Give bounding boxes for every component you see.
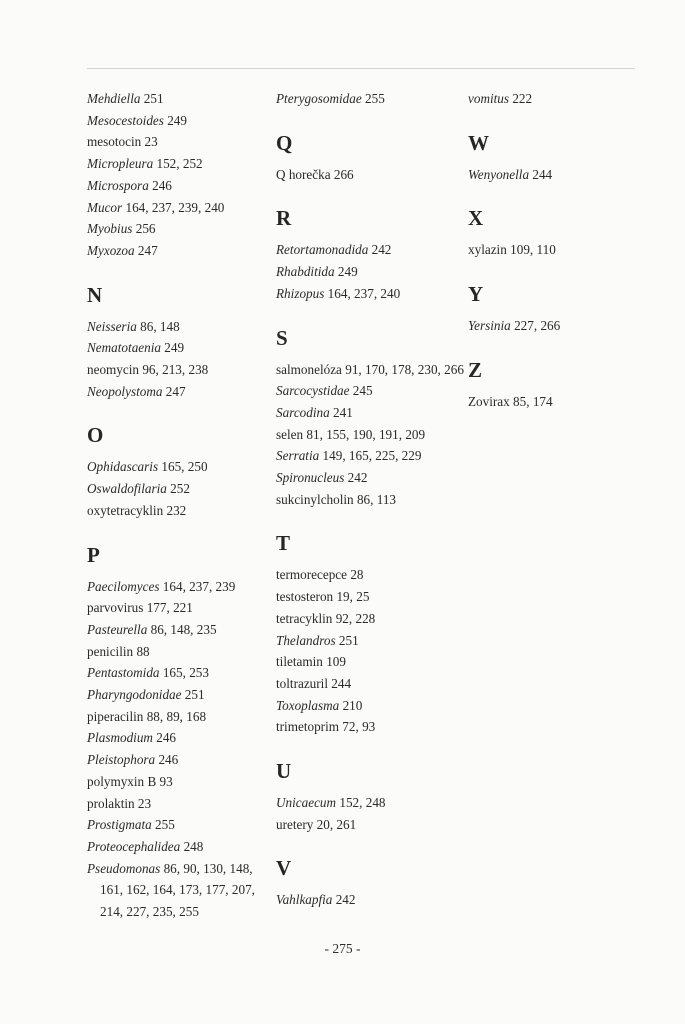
section-letter: V (276, 856, 292, 881)
index-pages: 251 (143, 91, 164, 106)
index-entry (87, 576, 272, 598)
index-term: Spironucleus (276, 470, 345, 486)
index-term: Microspora (87, 177, 149, 193)
section-letter: O (87, 423, 104, 448)
index-term: termorecepce (276, 567, 348, 583)
index-term: Rhizopus (276, 285, 325, 301)
index-pages: 164, 237, 240 (327, 285, 401, 301)
section-letter: P (87, 542, 100, 567)
index-term: Oswaldofilaria (87, 481, 167, 497)
index-pages: 85, 174 (513, 393, 553, 409)
index-term: Pentastomida (87, 665, 160, 681)
index-entry (87, 836, 272, 858)
index-entry (276, 239, 466, 261)
index-group (276, 206, 466, 304)
index-term: sukcinylcholin (276, 491, 354, 507)
index-entry (468, 239, 643, 261)
index-entry (87, 88, 272, 110)
index-entry (276, 673, 466, 695)
index-pages: 246 (156, 730, 177, 746)
section-letter: N (87, 282, 103, 307)
index-entry (276, 889, 466, 911)
index-term: Unicaecum (276, 795, 337, 811)
index-entry (87, 500, 272, 522)
section-letter: Q (276, 130, 293, 155)
index-term: Sarcocystidae (276, 383, 350, 399)
section-letter: S (276, 325, 288, 350)
index-pages: 81, 155, 190, 191, 209 (306, 426, 426, 442)
index-term: Prostigmata (87, 817, 152, 833)
index-entry (87, 218, 272, 240)
index-term: Micropleura (87, 156, 154, 172)
index-pages: 251 (338, 632, 359, 648)
index-term: Pasteurella (87, 621, 148, 637)
index-group (276, 759, 466, 835)
index-entry (276, 467, 466, 489)
index-term: trimetoprim (276, 719, 339, 735)
index-term: Wenyonella (468, 166, 530, 182)
index-entry (87, 684, 272, 706)
index-term: Plasmodium (87, 730, 153, 746)
index-pages: 242 (335, 892, 356, 908)
index-group (87, 283, 272, 403)
index-entry (87, 381, 272, 403)
section-letter: Y (468, 282, 484, 307)
index-entry (87, 727, 272, 749)
index-pages: 251 (184, 687, 205, 703)
index-group (468, 131, 643, 186)
index-entry (276, 88, 466, 110)
index-pages: 86, 113 (356, 491, 397, 507)
index-term: Ophidascaris (87, 459, 159, 475)
index-pages: 249 (167, 112, 187, 128)
index-term: Pterygosomidae (276, 91, 362, 106)
index-pages: 88 (136, 643, 150, 659)
index-term: neomycin (87, 362, 140, 378)
index-pages: 241 (333, 404, 353, 420)
index-term: piperacilin (87, 708, 144, 724)
index-pages: 86, 148, 235 (150, 621, 217, 637)
index-pages: 109, 110 (510, 242, 556, 258)
index-entry (87, 110, 272, 132)
index-pages: 248 (183, 838, 204, 854)
index-term: Serratia (276, 448, 320, 464)
index-entry (468, 315, 643, 337)
section-letter: U (276, 759, 292, 784)
index-term: Rhabditida (276, 264, 335, 280)
index-term: mesotocin (87, 134, 142, 150)
index-entry (87, 175, 272, 197)
index-pages: 149, 165, 225, 229 (322, 448, 422, 464)
index-term: selen (276, 426, 304, 442)
index-entry (87, 240, 272, 262)
index-pages: 242 (347, 470, 368, 486)
index-term: Mehdiella (87, 91, 141, 106)
index-entry (87, 316, 272, 338)
index-pages: 247 (165, 383, 186, 399)
index-group (468, 358, 643, 413)
index-pages: 20, 261 (316, 816, 357, 832)
index-group (87, 88, 272, 262)
index-column-3 (468, 88, 643, 413)
index-term: Vahlkapfia (276, 892, 333, 908)
index-entry (87, 706, 272, 728)
index-group (468, 206, 643, 261)
index-entry (87, 359, 272, 381)
index-entry (276, 424, 466, 446)
index-pages: 249 (337, 264, 358, 280)
index-entry (87, 619, 272, 641)
index-pages: 252 (170, 481, 190, 497)
index-pages: 86, 90, 130, 148, 161, 162, 164, 173, 177, 207, 214, 227, 235, 255 (100, 860, 255, 920)
index-term: xylazin (468, 242, 507, 258)
index-entry (87, 197, 272, 219)
index-entry (468, 88, 643, 110)
index-entry (87, 641, 272, 663)
index-pages: 242 (371, 242, 392, 258)
section-letter: R (276, 206, 292, 231)
index-pages: 256 (135, 221, 156, 237)
index-term: vomitus (468, 91, 510, 106)
index-column-2 (276, 88, 466, 911)
index-entry (276, 283, 466, 305)
index-term: Mesocestoides (87, 112, 164, 128)
index-term: Paecilomyces (87, 578, 160, 594)
index-term: tiletamin (276, 654, 323, 670)
index-term: salmonelóza (276, 361, 342, 377)
index-term: Pleistophora (87, 752, 156, 768)
index-entry (87, 858, 272, 923)
index-entry (87, 749, 272, 771)
index-term: Neopolystoma (87, 383, 163, 399)
index-group (87, 423, 272, 521)
index-term: Sarcodina (276, 404, 330, 420)
index-entry (276, 359, 466, 381)
index-pages: 177, 221 (146, 600, 193, 616)
index-entry (276, 402, 466, 424)
index-pages: 244 (331, 675, 352, 691)
index-pages: 266 (333, 166, 354, 182)
index-group (87, 543, 272, 923)
section-letter: T (276, 531, 291, 556)
index-entry (276, 651, 466, 673)
header-rule (87, 68, 635, 69)
index-term: Q horečka (276, 166, 331, 182)
index-entry (468, 164, 643, 186)
index-pages: 246 (152, 177, 172, 193)
index-entry (87, 478, 272, 500)
index-pages: 210 (342, 697, 363, 713)
index-entry (468, 391, 643, 413)
page-number: - 275 - (324, 941, 361, 956)
index-term: tetracyklin (276, 610, 333, 626)
index-term: Retortamonadida (276, 242, 369, 258)
index-term: prolaktin (87, 795, 135, 811)
index-pages: 86, 148 (140, 318, 180, 334)
index-term: Myobius (87, 221, 133, 237)
index-group (276, 531, 466, 738)
index-pages: 244 (532, 166, 553, 182)
index-entry (276, 814, 466, 836)
index-entry (276, 564, 466, 586)
index-pages: 255 (155, 817, 175, 833)
index-entry (87, 771, 272, 793)
index-term: Proteocephalidea (87, 838, 181, 854)
index-entry (276, 608, 466, 630)
index-pages: 164, 237, 239 (162, 578, 236, 594)
index-entry (276, 445, 466, 467)
index-pages: 23 (137, 795, 152, 811)
section-letter: X (468, 206, 484, 231)
index-group (468, 282, 643, 337)
index-pages: 249 (164, 340, 185, 356)
index-pages: 152, 252 (156, 156, 203, 172)
index-group (468, 88, 643, 110)
index-entry (87, 337, 272, 359)
index-pages: 246 (158, 752, 179, 768)
index-term: Thelandros (276, 632, 336, 648)
index-term: parvovirus (87, 600, 144, 616)
index-term: Myxozoa (87, 242, 135, 258)
index-pages: 164, 237, 239, 240 (125, 199, 225, 215)
index-pages: 232 (166, 502, 187, 518)
index-term: Toxoplasma (276, 697, 340, 713)
index-entry (276, 630, 466, 652)
index-term: Nematotaenia (87, 340, 161, 356)
index-pages: 23 (144, 134, 158, 150)
index-entry (276, 380, 466, 402)
index-term: penicilin (87, 643, 134, 659)
index-pages: 227, 266 (514, 318, 561, 334)
index-term: uretery (276, 816, 314, 832)
index-entry (87, 793, 272, 815)
index-pages: 255 (365, 91, 385, 106)
index-entry (87, 131, 272, 153)
index-pages: 247 (137, 242, 158, 258)
index-pages: 245 (352, 383, 373, 399)
index-group (276, 856, 466, 911)
index-group (276, 131, 466, 186)
index-term: polymyxin B (87, 773, 157, 789)
index-entry (87, 662, 272, 684)
index-pages: 93 (159, 773, 173, 789)
index-entry (87, 456, 272, 478)
index-term: Pseudomonas (87, 860, 161, 876)
index-entry (87, 814, 272, 836)
section-letter: Z (468, 357, 483, 382)
index-pages: 222 (512, 91, 533, 106)
index-pages: 165, 250 (161, 459, 208, 475)
index-term: Yersinia (468, 318, 511, 334)
index-pages: 88, 89, 168 (146, 708, 207, 724)
index-term: toltrazuril (276, 675, 328, 691)
index-entry (87, 153, 272, 175)
index-column-1 (87, 88, 272, 923)
index-term: Neisseria (87, 318, 137, 334)
index-term: Pharyngodonidae (87, 687, 182, 703)
index-entry (276, 695, 466, 717)
index-pages: 19, 25 (336, 589, 370, 605)
index-group (276, 326, 466, 511)
index-pages: 72, 93 (342, 719, 376, 735)
index-term: Mucor (87, 199, 123, 215)
index-term: Zovirax (468, 393, 510, 409)
index-term: testosteron (276, 589, 334, 605)
index-entry (276, 261, 466, 283)
index-entry (276, 586, 466, 608)
index-entry (276, 164, 466, 186)
index-pages: 92, 228 (335, 610, 376, 626)
index-pages: 109 (326, 654, 346, 670)
index-pages: 28 (350, 567, 364, 583)
index-entry (276, 489, 466, 511)
section-letter: W (468, 130, 489, 155)
index-entry (276, 716, 466, 738)
index-entry (276, 792, 466, 814)
index-pages: 165, 253 (162, 665, 209, 681)
index-group (276, 88, 466, 110)
index-pages: 152, 248 (339, 795, 386, 811)
index-term: oxytetracyklin (87, 502, 164, 518)
index-pages: 96, 213, 238 (142, 362, 209, 378)
index-entry (87, 597, 272, 619)
index-pages: 91, 170, 178, 230, 266 (345, 361, 464, 377)
